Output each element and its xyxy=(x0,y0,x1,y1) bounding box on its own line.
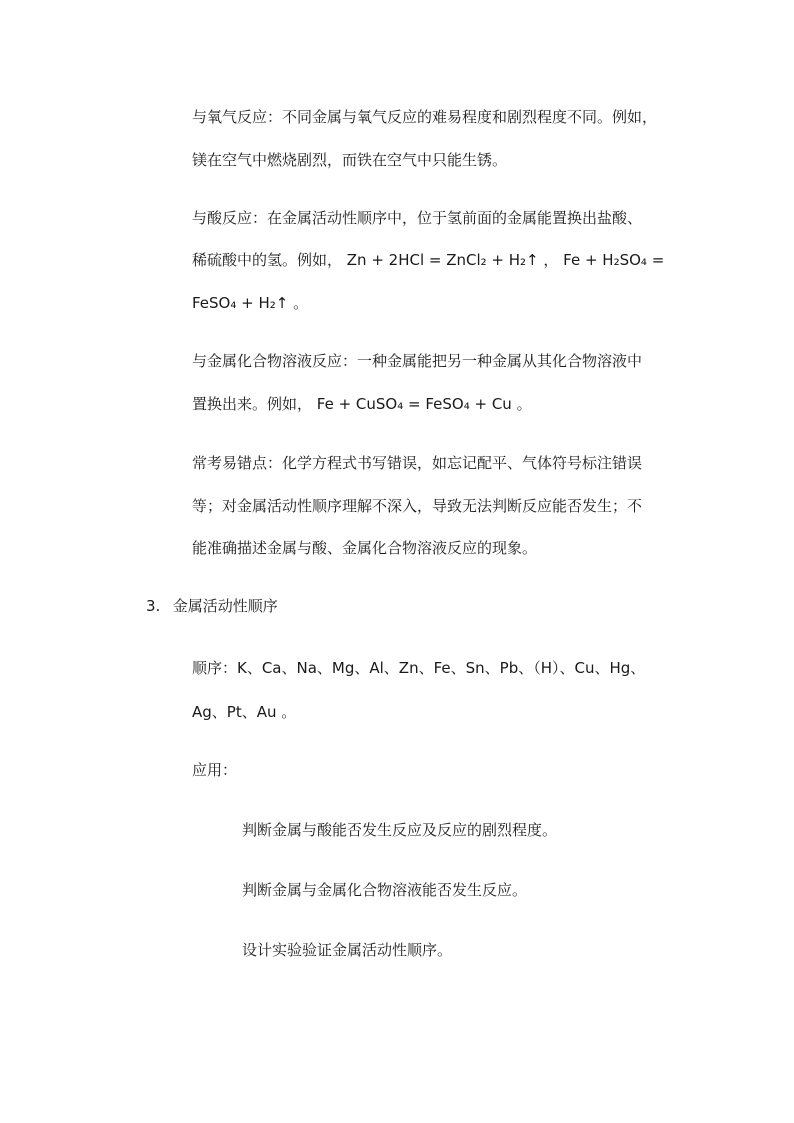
oxygen-reaction-line-1: 与氧气反应：不同金属与氧气反应的难易程度和剧烈程度不同。例如， xyxy=(192,108,658,126)
oxygen-reaction-line-2: 镁在空气中燃烧剧烈，而铁在空气中只能生锈。 xyxy=(192,151,508,169)
order-line-2: Ag、Pt、Au 。 xyxy=(192,703,297,721)
order-line-1: 顺序：K、Ca、Na、Mg、Al、Zn、Fe、Sn、Pb、（H）、Cu、Hg、 xyxy=(192,659,646,677)
compound-reaction-line-1: 与金属化合物溶液反应：一种金属能把另一种金属从其化合物溶液中 xyxy=(192,352,643,370)
common-errors-line-2: 等；对金属活动性顺序理解不深入，导致无法判断反应能否发生；不 xyxy=(192,497,643,515)
section-title: 金属活动性顺序 xyxy=(172,597,278,615)
acid-reaction-line-1: 与酸反应：在金属活动性顺序中，位于氢前面的金属能置换出盐酸、 xyxy=(192,209,643,227)
application-label: 应用： xyxy=(192,761,238,779)
application-item: 设计实验验证金属活动性顺序。 xyxy=(242,941,453,959)
section-heading xyxy=(146,596,278,616)
acid-reaction-line-3: FeSO₄ + H₂↑ 。 xyxy=(192,294,309,312)
compound-reaction-line-2: 置换出来。例如， Fe + CuSO₄ = FeSO₄ + Cu 。 xyxy=(192,395,532,413)
section-number: 3. xyxy=(146,597,161,615)
common-errors-line-1: 常考易错点：化学方程式书写错误，如忘记配平、气体符号标注错误 xyxy=(192,454,643,472)
common-errors-line-3: 能准确描述金属与酸、金属化合物溶液反应的现象。 xyxy=(192,539,538,557)
acid-reaction-line-2: 稀硫酸中的氢。例如， Zn + 2HCl = ZnCl₂ + H₂↑ ， Fe + H₂SO₄ = xyxy=(192,251,665,269)
application-item: 判断金属与金属化合物溶液能否发生反应。 xyxy=(242,881,528,899)
application-item: 判断金属与酸能否发生反应及反应的剧烈程度。 xyxy=(242,821,558,839)
